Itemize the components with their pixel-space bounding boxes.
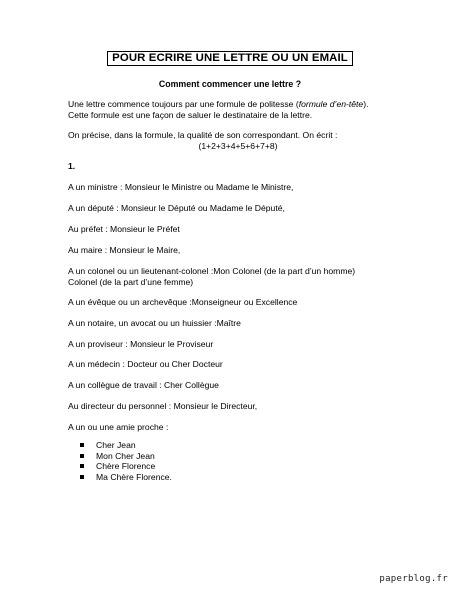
precise-formula: (1+2+3+4+5+6+7+8) [198,140,278,151]
square-bullet-icon [80,443,84,447]
square-bullet-icon [80,464,84,468]
entry-ami: A un ou une amie proche : [68,422,169,432]
entry-depute: A un député : Monsieur le Député ou Madame le Député, [68,203,285,213]
list-item [80,472,172,483]
intro-line-2: Cette formule est une façon de saluer le destinataire de la lettre. [68,109,313,120]
section-number: 1. [68,161,76,171]
list-item-label: Cher Jean [96,440,136,450]
square-bullet-icon [80,454,84,458]
entry-ministre: A un ministre : Monsieur le Ministre ou Madame le Ministre, [68,182,294,192]
entry-colonel: A un colonel ou un lieutenant-colonel :Mon Colonel (de la part d’un homme) [68,266,356,276]
list-item-label: Chère Florence [96,461,156,471]
entry-colonel-femme: Colonel (de la part d’une femme) [68,276,194,287]
document-subtitle: Comment commencer une lettre ? [158,79,302,89]
entry-eveque: A un évêque ou un archevêque :Monseigneur ou Excellence [68,297,298,307]
entry-proviseur: A un proviseur : Monsieur le Proviseur [68,339,214,349]
entry-notaire: A un notaire, un avocat ou un huissier :Maître [68,318,241,328]
intro-text-end: ). [363,99,369,109]
list-item [80,451,172,462]
list-item [80,440,172,451]
intro-italic: formule d’en-tête [298,99,364,109]
intro-line-1 [68,99,408,110]
entry-prefet: Au préfet : Monsieur le Préfet [68,224,180,234]
document-title: POUR ECRIRE UNE LETTRE OU UN EMAIL [107,51,353,66]
friend-salutation-list [80,440,172,482]
entry-maire: Au maire : Monsieur le Maire, [68,245,181,255]
square-bullet-icon [80,475,84,479]
precise-line-1: On précise, dans la formule, la qualité de son correspondant. On écrit : [68,130,338,140]
entry-collegue: A un collègue de travail : Cher Collègue [68,380,219,390]
list-item [80,461,172,472]
list-item-label: Mon Cher Jean [96,450,155,461]
entry-directeur: Au directeur du personnel : Monsieur le Directeur, [68,401,258,411]
intro-text: Une lettre commence toujours par une formule de politesse ( [68,99,299,109]
list-item-label: Ma Chère Florence. [96,471,172,482]
entry-medecin: A un médecin : Docteur ou Cher Docteur [68,359,223,369]
watermark: paperblog.fr [379,574,448,584]
